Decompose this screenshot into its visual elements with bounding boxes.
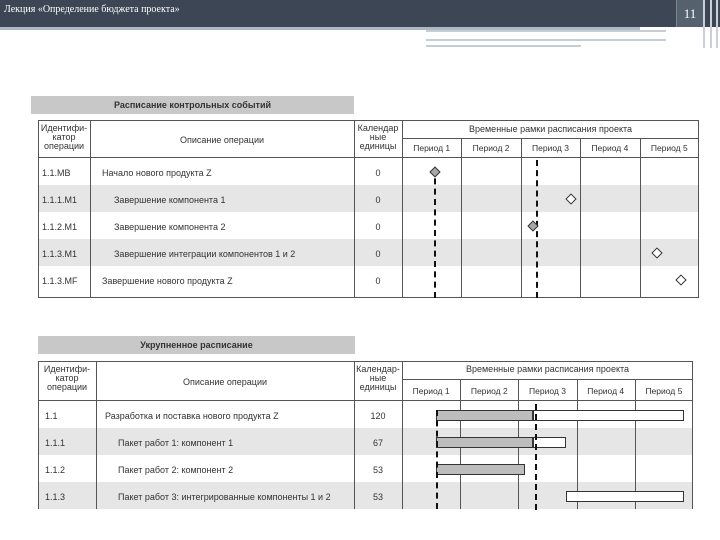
milestone-desc: Завершение компонента 2	[114, 222, 226, 232]
summary-id: 1.1.2	[45, 465, 66, 475]
summary-cal: 120	[370, 411, 386, 421]
summary-period-label: Период 5	[645, 386, 683, 396]
milestone-period-label: Период 5	[650, 143, 688, 153]
summary-header-desc: Описание операции	[182, 378, 267, 387]
milestone-desc: Начало нового продукта Z	[102, 168, 212, 178]
milestone-start-dashed-line	[434, 168, 436, 298]
gantt-bar	[436, 464, 525, 475]
summary-header-id: Идентифи- катор операции	[43, 365, 91, 392]
side-rule-3	[716, 0, 718, 48]
summary-cal: 53	[372, 492, 383, 502]
summary-period-line	[635, 379, 636, 509]
milestone-cal: 0	[375, 249, 381, 259]
gantt-bar	[566, 491, 684, 502]
gantt-bar	[436, 410, 533, 421]
summary-header-time: Временные рамки расписания проекта	[465, 365, 630, 374]
summary-col-line	[402, 361, 403, 509]
milestone-id: 1.1.3.M1	[42, 249, 78, 259]
milestone-col-line	[354, 120, 355, 298]
gantt-bar	[533, 410, 683, 421]
milestone-cal: 0	[375, 276, 381, 286]
header-bar	[0, 0, 720, 27]
page-number: 11	[683, 6, 697, 21]
milestone-desc: Завершение компонента 1	[114, 195, 226, 205]
milestone-header-time: Временные рамки расписания проекта	[468, 125, 633, 134]
summary-period-label: Период 4	[587, 386, 625, 396]
milestone-table-caption: Расписание контрольных событий	[31, 96, 354, 114]
summary-col-line	[354, 361, 355, 509]
milestone-desc: Завершение нового продукта Z	[102, 276, 233, 286]
summary-desc: Разработка и поставка нового продукта Z	[105, 411, 279, 421]
milestone-header-id: Идентифи- катор операции	[40, 124, 88, 151]
summary-id: 1.1.3	[45, 492, 66, 502]
gantt-bar	[436, 437, 533, 448]
summary-period-label: Период 3	[529, 386, 566, 396]
milestone-header-desc: Описание операции	[179, 136, 264, 145]
lecture-title: Лекция «Определение бюджета проекта»	[4, 4, 180, 15]
gantt-bar	[533, 437, 565, 448]
milestone-cal: 0	[375, 195, 381, 205]
milestone-header-cal: Календар ные единицы	[357, 124, 399, 151]
side-rule-1	[703, 0, 705, 48]
summary-period-line	[577, 379, 578, 509]
milestone-id: 1.1.3.MF	[42, 276, 78, 286]
summary-col-line	[96, 361, 97, 509]
milestone-period-line	[521, 138, 522, 298]
milestone-period-label: Период 4	[591, 143, 629, 153]
milestone-cal: 0	[375, 222, 381, 232]
summary-period-label: Период 2	[470, 386, 508, 396]
summary-desc: Пакет работ 2: компонент 2	[118, 465, 234, 475]
milestone-period-line	[461, 138, 462, 298]
milestone-id: 1.1.MB	[42, 168, 71, 178]
summary-desc: Пакет работ 1: компонент 1	[118, 438, 234, 448]
summary-start-dashed-line	[436, 410, 438, 509]
header-rule-2	[426, 30, 666, 32]
summary-id: 1.1.1	[45, 438, 66, 448]
header-rule-4	[426, 45, 581, 47]
milestone-id: 1.1.2.M1	[42, 222, 78, 232]
milestone-desc: Завершение интеграции компонентов 1 и 2	[114, 249, 296, 259]
summary-period-label: Период 1	[412, 386, 450, 396]
milestone-period-line	[580, 138, 581, 298]
milestone-cal: 0	[375, 168, 381, 178]
summary-status-dashed-line	[535, 404, 537, 510]
milestone-id: 1.1.1.M1	[42, 195, 78, 205]
summary-header-subrule	[402, 379, 693, 380]
side-rule-2	[710, 0, 712, 48]
summary-cal: 67	[372, 438, 383, 448]
milestone-period-label: Период 2	[472, 143, 510, 153]
milestone-period-line	[640, 138, 641, 298]
summary-table-caption: Укрупненное расписание	[38, 336, 355, 354]
header-rule-3	[426, 39, 666, 41]
milestone-col-line	[402, 120, 403, 298]
milestone-period-label: Период 3	[532, 143, 569, 153]
summary-id: 1.1	[45, 411, 58, 421]
milestone-header-subrule	[402, 138, 699, 139]
milestone-status-dashed-line	[536, 160, 538, 298]
summary-desc: Пакет работ 3: интегрированные компоненты 1 и 2	[118, 492, 331, 502]
milestone-period-label: Период 1	[413, 143, 451, 153]
summary-header-cal: Календар- ные единицы	[356, 365, 400, 392]
summary-cal: 53	[372, 465, 383, 475]
page-number-box	[676, 0, 703, 27]
milestone-col-line	[90, 120, 91, 298]
